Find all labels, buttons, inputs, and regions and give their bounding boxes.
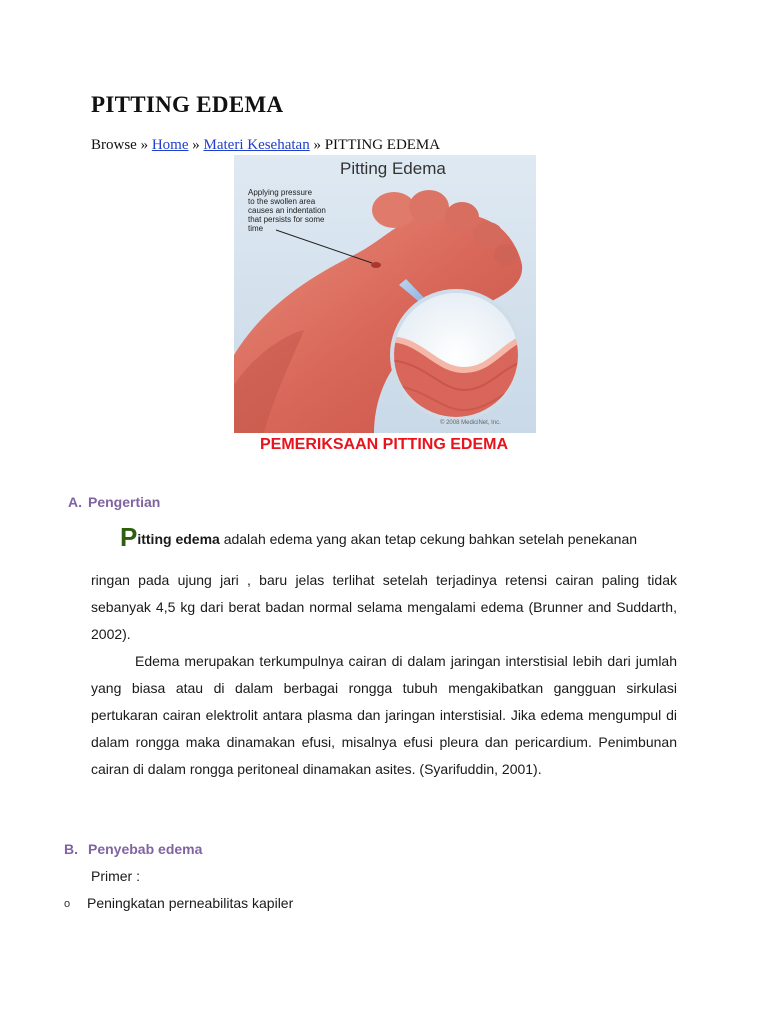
section-a-heading [68, 494, 160, 510]
breadcrumb-category-link[interactable]: Materi Kesehatan [203, 137, 310, 153]
section-a-title: Pengertian [88, 494, 161, 510]
figure-title: Pitting Edema [340, 159, 446, 178]
definition-first-line [120, 522, 637, 553]
section-b-heading [64, 841, 202, 857]
drop-cap: P [120, 522, 138, 552]
figure-caption: PEMERIKSAAN PITTING EDEMA [259, 436, 508, 453]
figure-copyright: © 2008 MediciNet, Inc. [440, 420, 501, 426]
pitting-edema-illustration [234, 155, 536, 433]
page-title: PITTING EDEMA [91, 92, 284, 117]
first-line-text: adalah edema yang akan tetap cekung bahkan setelah penekanan [219, 531, 638, 547]
bullet-marker: o [64, 898, 71, 910]
figure-annotation-line: causes an indentation [248, 206, 326, 215]
figure-annotation-line: time [248, 224, 264, 233]
definition-paragraph: ringan pada ujung jari , baru jelas terlihat setelah terjadinya retensi cairan paling tidak sebanyak 4,5 kg dari berat badan normal selama mengalami edema (Brunner and Suddarth, 2002). [91, 572, 677, 642]
breadcrumb-separator: » [313, 137, 321, 153]
breadcrumb-separator: » [192, 137, 200, 153]
list-item: Peningkatan perneabilitas kapiler [87, 895, 294, 911]
breadcrumb-home-link[interactable]: Home [151, 137, 189, 153]
figure-annotation-line: Applying pressure [248, 188, 313, 197]
section-b-title: Penyebab edema [88, 841, 203, 857]
breadcrumb-current: PITTING EDEMA [324, 137, 441, 153]
section-b-letter: B. [64, 841, 78, 857]
primer-label: Primer : [91, 868, 140, 884]
figure-annotation-line: to the swollen area [248, 197, 316, 206]
edema-paragraph: Edema merupakan terkumpulnya cairan di dalam jaringan interstisial lebih dari jumlah yang biasa atau di dalam berbagai rongga tubuh mengakibatkan gangguan sirkulasi pertukaran cairan elektrolit antara plasma dan jaringan interstisial. Jika edema mengumpul di dalam rongga maka dinamakan efusi, misalnya efusi pleura dan pericardium. Penimbunan cairan di dalam rongga peritoneal dinamakan asites. (Syarifuddin, 2001). [91, 653, 677, 777]
breadcrumb [91, 137, 440, 154]
breadcrumb-browse: Browse [91, 137, 137, 153]
breadcrumb-separator: » [140, 137, 149, 153]
figure-annotation-line: that persists for some [248, 215, 325, 224]
section-a-letter: A. [68, 494, 82, 510]
bold-term: itting edema [137, 531, 220, 547]
